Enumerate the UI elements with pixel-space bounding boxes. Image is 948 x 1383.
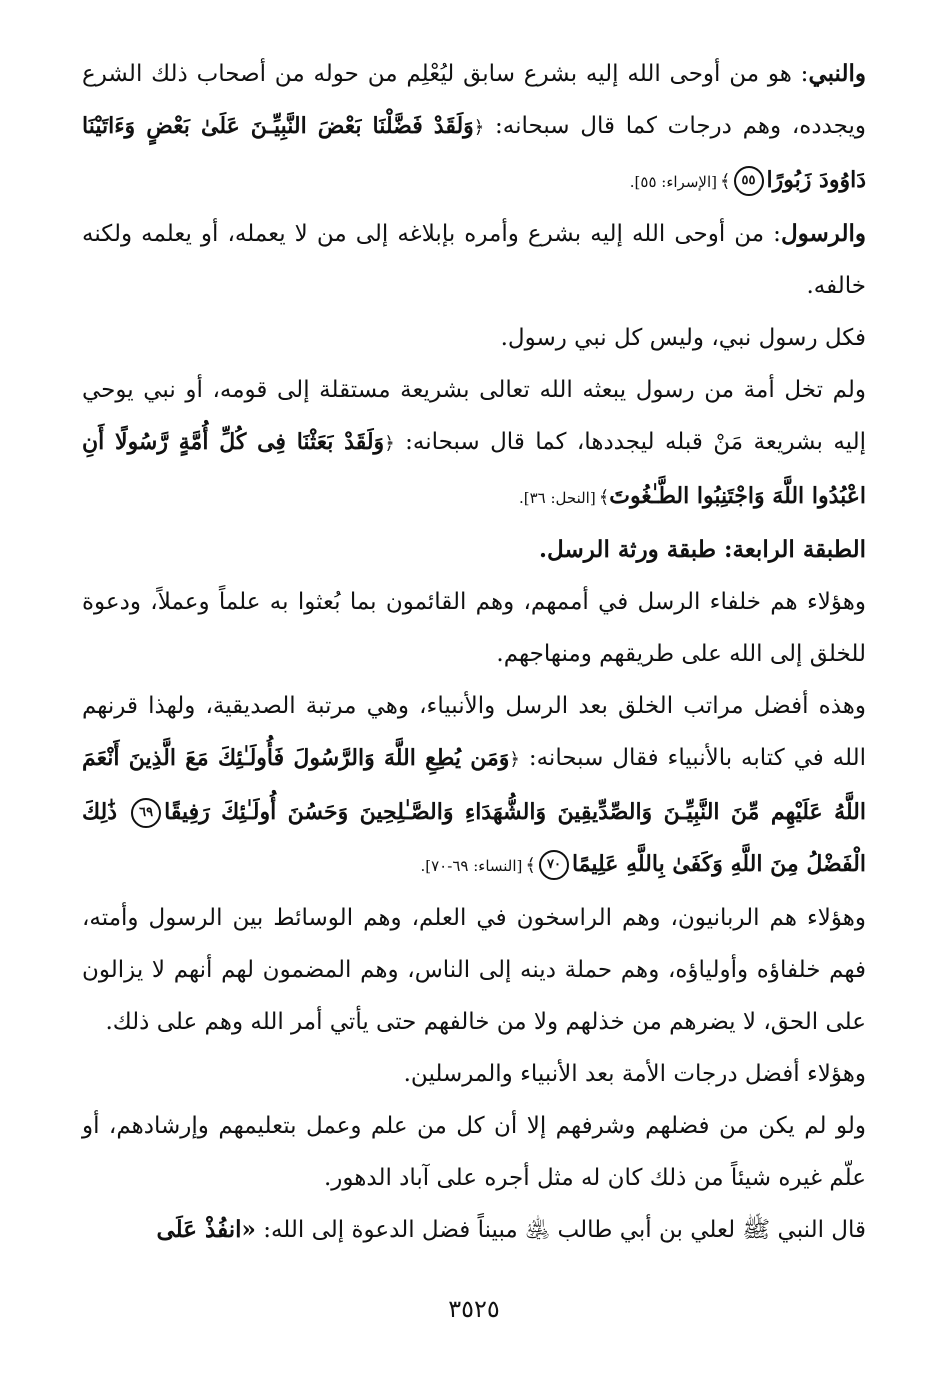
verse-reference: [الإسراء: ٥٥]. xyxy=(629,173,717,191)
term-prophet: والنبي xyxy=(808,60,866,87)
paragraph-successors: وهؤلاء هم خلفاء الرسل في أممهم، وهم القائمون بما بُعثوا به علماً وعملاً، ودعوة للخلق إلى الله على طريقهم ومنهاجهم. xyxy=(82,589,866,667)
ayah-number-marker: ٧٠ xyxy=(539,850,569,880)
quran-bracket-open: ﴿ xyxy=(473,117,485,138)
verse-reference: [النحل: ٣٦]. xyxy=(518,489,596,507)
verse-reference: [النساء: ٦٩-٧٠]. xyxy=(420,857,523,875)
quran-bracket-open: ﴿ xyxy=(384,433,395,454)
term-messenger: والرسول xyxy=(780,220,866,247)
paragraph-messenger xyxy=(82,208,866,312)
paragraph-their-merit: ولو لم يكن من فضلهم وشرفهم إلا أن كل من علم وعمل بتعليمهم وإرشادهم، أو علّم غيره شيئاً من ذلك كان له مثل أجره على آباد الدهور. xyxy=(82,1113,866,1191)
quran-verse: وَلَقَدْ بَعَثْنَا فِى كُلِّ أُمَّةٍ رَّسُولًا أَنِ اعْبُدُوا اللَّهَ وَاجْتَنِبُوا الطَّـٰغُوتَ xyxy=(82,429,866,509)
paragraph-hadith-intro xyxy=(82,1204,866,1256)
paragraph-no-nation xyxy=(82,364,866,524)
body-text: قال النبي ﷺ لعلي بن أبي طالب ﵁ مبيناً فضل الدعوة إلى الله: xyxy=(255,1217,866,1243)
ayah-number-marker: ٥٥ xyxy=(734,166,764,196)
quran-bracket-close: ﴾ xyxy=(598,487,610,508)
quran-bracket-close: ﴾ xyxy=(525,855,536,876)
quran-verse: وَمَن يُطِعِ اللَّهَ وَالرَّسُولَ فَأُولَـٰئِكَ مَعَ الَّذِينَ أَنْعَمَ اللَّهُ عَلَيْهِم مِّنَ النَّبِيِّـنَ وَالصِّدِّيقِينَ وَالشُّهَدَاءِ وَالصَّـٰلِحِينَ وَحَسُنَ أُولَـٰئِكَ رَفِيقًا xyxy=(82,745,866,825)
quran-bracket-close: ﴾ xyxy=(719,171,731,192)
messenger-definition: : من أوحى الله إليه بشرع وأمره بإبلاغه إلى من لا يعمله، أو يعلمه ولكنه خالفه. xyxy=(82,221,866,299)
body-text: ولم تخل أمة من رسول يبعثه الله تعالى بشريعة مستقلة إلى قومه، أو نبي يوحي إليه بشريعة مَنْ قبله ليجددها، كما قال سبحانه: xyxy=(82,377,867,455)
paragraph-every-messenger: فكل رسول نبي، وليس كل نبي رسول. xyxy=(500,325,866,351)
paragraph-best-ranks xyxy=(82,680,866,892)
paragraph-prophet xyxy=(82,48,866,208)
paragraph-rabbaniyyun: وهؤلاء هم الربانيون، وهم الراسخون في العلم، وهم الوسائط بين الرسول وأمته، فهم خلفاؤه وأولياؤه، وهم حملة دينه إلى الناس، وهم المضمون لهم أنهم لا يزالون على الحق، لا يضرهم من خذلهم ولا من خالفهم حتى يأتي أمر الله وهم على ذلك. xyxy=(82,905,866,1035)
quran-verse: ذَٰلِكَ الْفَضْلُ مِنَ اللَّهِ وَكَفَىٰ بِاللَّهِ عَلِيمًا xyxy=(82,799,866,877)
prophet-definition: : هو من أوحى الله إليه بشرع سابق ليُعْلِم من حوله من أصحاب ذلك الشرع ويجدده، وهم درجات كما قال سبحانه: xyxy=(82,61,866,139)
quran-bracket-open: ﴿ xyxy=(509,749,520,770)
body-text: وهذه أفضل مراتب الخلق بعد الرسل والأنبياء، وهي مرتبة الصديقية، ولهذا قرنهم الله في كتابه بالأنبياء فقال سبحانه: xyxy=(82,693,866,771)
page-number: ٣٥٢٥ xyxy=(448,1295,500,1323)
page-body xyxy=(82,48,866,1256)
hadith-quote-start: «انفُذْ عَلَى xyxy=(156,1216,256,1243)
ayah-number-marker: ٦٩ xyxy=(131,798,161,828)
paragraph-best-degrees: وهؤلاء أفضل درجات الأمة بعد الأنبياء والمرسلين. xyxy=(403,1061,866,1087)
quran-verse: وَلَقَدْ فَضَّلْنَا بَعْضَ النَّبِيِّـنَ عَلَىٰ بَعْضٍ وَءَاتَيْنَا دَاوُودَ زَبُورًا xyxy=(82,113,866,193)
section-heading-fourth-tier: الطبقة الرابعة: طبقة ورثة الرسل. xyxy=(539,536,866,563)
